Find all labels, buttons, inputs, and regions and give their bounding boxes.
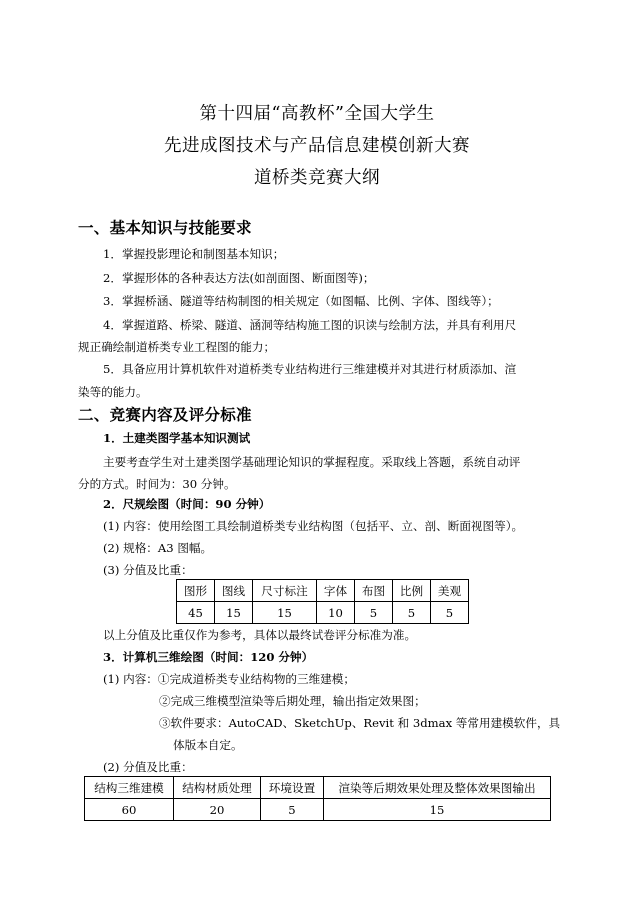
section-2-heading: 二、竞赛内容及评分标准 xyxy=(78,405,252,424)
section-1-heading: 一、基本知识与技能要求 xyxy=(78,218,252,237)
subsection-1-heading: 1．土建类图学基本知识测试 xyxy=(103,431,251,445)
subsection-2-line-3: (3) 分值及比重： xyxy=(103,563,193,577)
subsection-2-note: 以上分值及比重仅作为参考，具体以最终试卷评分标准为准。 xyxy=(103,628,417,642)
table-header-cell: 图线 xyxy=(215,580,253,602)
title-line-2: 先进成图技术与产品信息建模创新大赛 xyxy=(164,136,470,156)
title-line-3: 道桥类竞赛大纲 xyxy=(254,168,380,188)
table-header-cell: 字体 xyxy=(317,580,355,602)
table-header-cell: 图形 xyxy=(177,580,215,602)
table-header-cell: 尺寸标注 xyxy=(253,580,317,602)
subsection-3-line-1: (1) 内容：①完成道桥类专业结构物的三维建模； xyxy=(103,672,355,686)
subsection-2-line-2: (2) 规格：A3 图幅。 xyxy=(103,541,213,555)
table-cell: 15 xyxy=(215,602,253,624)
section-1-item-4: 4．掌握道路、桥梁、隧道、涵洞等结构施工图的识读与绘制方法，并具有利用尺 xyxy=(103,318,517,332)
table-row xyxy=(177,602,469,624)
table-header-cell: 渲染等后期效果处理及整体效果图输出 xyxy=(324,777,551,799)
section-1-item-5-cont: 染等的能力。 xyxy=(78,385,148,399)
score-table-3d xyxy=(84,776,551,821)
table-cell: 60 xyxy=(85,799,174,821)
table-cell: 15 xyxy=(253,602,317,624)
table-cell: 45 xyxy=(177,602,215,624)
subsection-3-line-2: ②完成三维模型渲染等后期处理，输出指定效果图； xyxy=(159,694,426,708)
section-1-item-5: 5．具备应用计算机软件对道桥类专业结构进行三维建模并对其进行材质添加、渲 xyxy=(103,362,517,376)
subsection-1-text-2: 分的方式。时间为：30 分钟。 xyxy=(78,477,236,491)
table-row xyxy=(85,799,551,821)
table-row xyxy=(177,580,469,602)
table-cell: 5 xyxy=(355,602,393,624)
subsection-2-line-1: (1) 内容：使用绘图工具绘制道桥类专业结构图（包括平、立、剖、断面视图等）。 xyxy=(103,519,524,533)
section-1-item-4-cont: 规正确绘制道桥类专业工程图的能力； xyxy=(78,340,276,354)
section-1-item-1: 1．掌握投影理论和制图基本知识； xyxy=(103,247,285,261)
table-row xyxy=(85,777,551,799)
table-cell: 5 xyxy=(261,799,324,821)
subsection-1-text-1: 主要考查学生对土建类图学基础理论知识的掌握程度。采取线上答题，系统自动评 xyxy=(103,455,521,469)
subsection-3-heading: 3．计算机三维绘图（时间：120 分钟） xyxy=(103,650,314,664)
title-line-1: 第十四届“高教杯”全国大学生 xyxy=(199,104,435,124)
table-header-cell: 结构材质处理 xyxy=(174,777,261,799)
score-table-manual xyxy=(176,579,469,624)
table-header-cell: 美观 xyxy=(431,580,469,602)
section-1-item-2: 2．掌握形体的各种表达方法(如剖面图、断面图等)； xyxy=(103,271,375,285)
table-cell: 20 xyxy=(174,799,261,821)
table-cell: 5 xyxy=(431,602,469,624)
table-cell: 10 xyxy=(317,602,355,624)
section-1-item-3: 3．掌握桥涵、隧道等结构制图的相关规定（如图幅、比例、字体、图线等）； xyxy=(103,294,499,308)
subsection-3-line-5: (2) 分值及比重： xyxy=(103,760,193,774)
table-cell: 5 xyxy=(393,602,431,624)
table-header-cell: 比例 xyxy=(393,580,431,602)
table-header-cell: 环境设置 xyxy=(261,777,324,799)
table-header-cell: 结构三维建模 xyxy=(85,777,174,799)
table-header-cell: 布图 xyxy=(355,580,393,602)
subsection-3-line-3: ③软件要求：AutoCAD、SketchUp、Revit 和 3dmax 等常用建模软件，具 xyxy=(159,716,561,730)
table-cell: 15 xyxy=(324,799,551,821)
subsection-2-heading: 2．尺规绘图（时间：90 分钟） xyxy=(103,497,271,511)
subsection-3-line-4: 体版本自定。 xyxy=(173,738,243,752)
